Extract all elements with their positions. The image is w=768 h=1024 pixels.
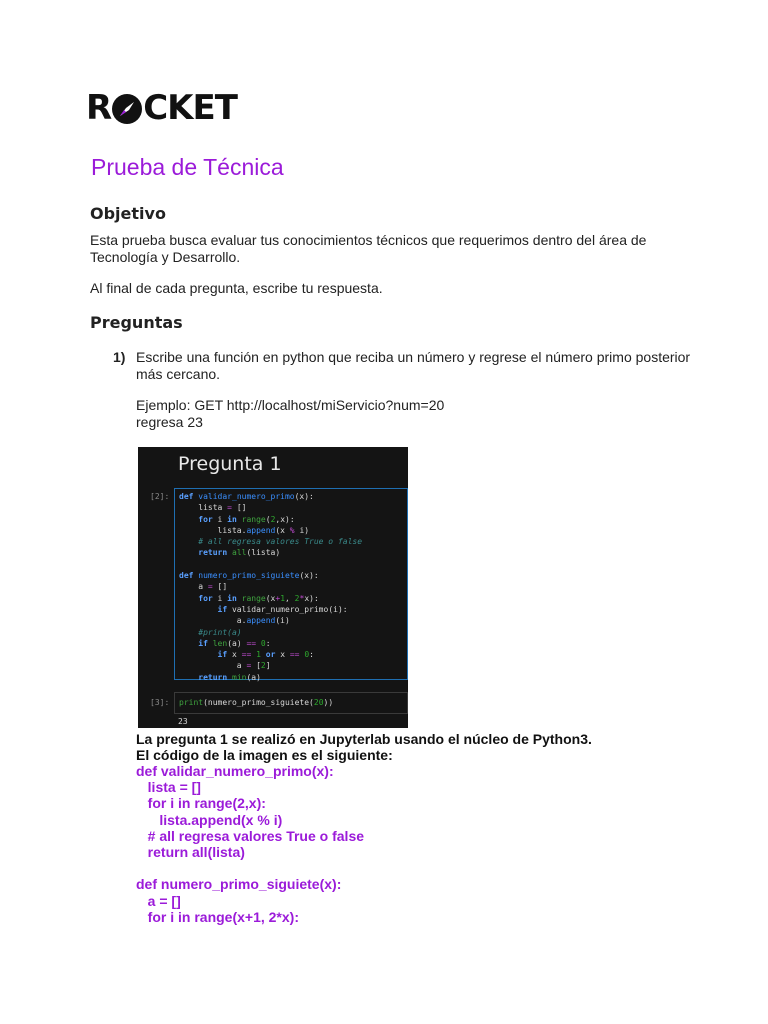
code-line: def numero_primo_siguiete(x):	[136, 876, 342, 893]
cell-prompt-1: [2]:	[150, 492, 170, 501]
question-text: Escribe una función en python que reciba un número y regrese el número primo posterior más cercano.	[136, 349, 691, 382]
objetivo-paragraph-1: Esta prueba busca evaluar tus conocimientos técnicos que requerimos dentro del área de Tecnología y Desarrollo.	[90, 232, 647, 265]
rocket-logo	[86, 88, 237, 128]
code-line: for i in range(x+1, 2*x):	[136, 908, 299, 925]
logo-text-prefix: R	[86, 88, 112, 128]
page-title: Prueba de Técnica	[91, 154, 284, 180]
code-line	[136, 860, 364, 876]
preguntas-heading: Preguntas	[90, 313, 183, 332]
code-cell-1-source: def validar_numero_primo(x): lista = [] for i in range(2,x): lista.append(x % i) # all regresa valores True o false return all(lista) def numero_primo_siguiete(x): a = [] for i in range(x+1, 2*x): if validar_numero_primo(i): a.append(i) #print(a) if len(a) == 0: if x == 1 or x == 0: a = [2] return min(a)	[179, 492, 363, 682]
answer-code	[136, 763, 364, 925]
code-line: return all(lista)	[136, 843, 245, 860]
code-line: a = []	[136, 892, 181, 909]
code-line: lista.append(x % i)	[136, 811, 283, 828]
notebook-title: Pregunta 1	[178, 453, 282, 475]
example-line-2: regresa 23	[136, 414, 203, 430]
notebook-screenshot	[138, 447, 408, 728]
question-number: 1)	[113, 349, 126, 365]
code-line: def validar_numero_primo(x):	[136, 763, 334, 779]
rocket-icon	[112, 94, 142, 124]
cell-prompt-2: [3]:	[150, 698, 170, 707]
code-cell-2	[174, 692, 408, 714]
answer-line-2: El código de la imagen es el siguiente:	[136, 747, 393, 763]
code-cell-2-source: print(numero_primo_siguiete(20))	[179, 698, 334, 707]
cell-output: 23	[178, 717, 188, 726]
code-line: for i in range(2,x):	[136, 795, 266, 812]
logo-text-suffix: CKET	[143, 88, 237, 128]
objetivo-paragraph-2: Al final de cada pregunta, escribe tu respuesta.	[90, 280, 383, 296]
objetivo-heading: Objetivo	[90, 204, 166, 223]
answer-line-1: La pregunta 1 se realizó en Jupyterlab usando el núcleo de Python3.	[136, 731, 592, 747]
code-cell-1	[174, 488, 408, 680]
code-line: # all regresa valores True o false	[136, 827, 365, 844]
example-line-1: Ejemplo: GET http://localhost/miServicio?num=20	[136, 397, 445, 413]
code-line: lista = []	[136, 779, 201, 796]
